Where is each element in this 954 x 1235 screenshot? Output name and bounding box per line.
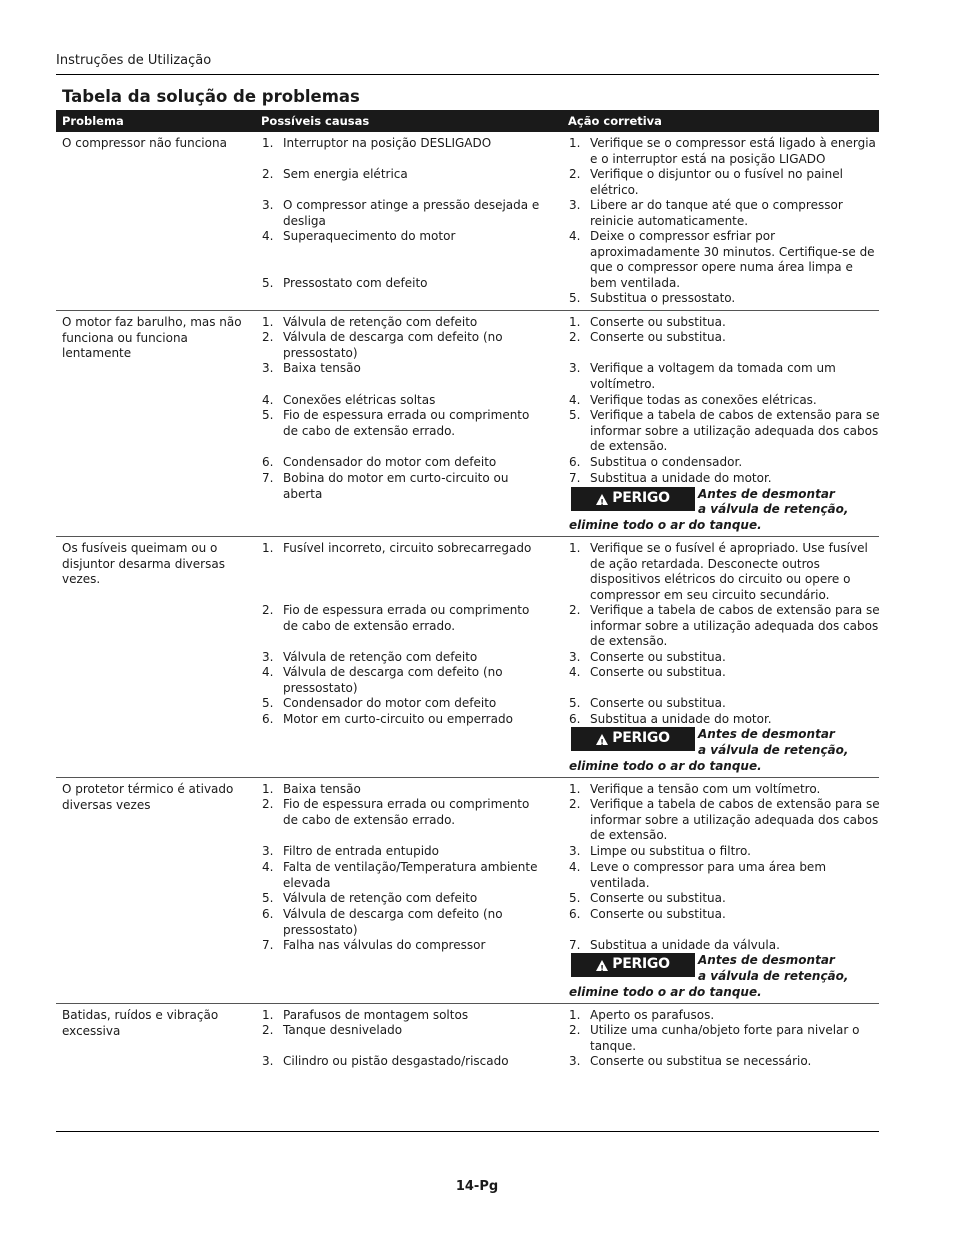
problem-cell: O compressor não funciona bbox=[62, 136, 227, 150]
problem-cell: Batidas, ruídos e vibração excessiva bbox=[62, 1008, 219, 1038]
warning-text: elimine todo o ar do tanque. bbox=[569, 759, 762, 773]
warning-triangle-icon bbox=[596, 734, 608, 745]
column-header-action: Ação corretiva bbox=[568, 114, 662, 128]
warning-text: Antes de desmontar bbox=[698, 953, 835, 967]
warning-text: Antes de desmontar bbox=[698, 727, 835, 741]
troubleshooting-table bbox=[56, 132, 879, 1104]
column-header-causes: Possíveis causas bbox=[261, 114, 370, 128]
warning-text: Antes de desmontar bbox=[698, 487, 835, 501]
warning-text: elimine todo o ar do tanque. bbox=[569, 985, 762, 999]
top-rule bbox=[56, 74, 879, 75]
danger-label: ! PERIGO bbox=[571, 487, 695, 511]
bottom-rule bbox=[56, 1131, 879, 1132]
table-row: Os fusíveis queimam ou o disjuntor desarma diversas vezes. 1. Fusível incorreto, circuito sobrecarregado 2. Fio de espessura errada ou comprimento de cabo de extensão errado. 3. Válvula de retenção com defeito 4. Válvula de descarga com defeito (no pressostato) 5. Condensador do motor com defeito 6. Motor em curto-circuito ou emperrado 1. Verifique se o fusível é apropriado. Use fusível de ação retardada. Desconecte outros dispositivos elétricos do circuito ou opere o compressor em seu circuito secundário. 2. Verifique a tabela de cabos de extensão para se informar sobre a utilização adequada dos cabos de extensão. 3. Conserte ou substitua. 4. Conserte ou substitua. 5. Conserte ou substitua. 6. Substitua a unidade do motor. ! PERIGO Antes de desmontar a válvula de retenção, elimine todo o ar do tanque. bbox=[56, 537, 879, 778]
warning-text: elimine todo o ar do tanque. bbox=[569, 518, 762, 532]
page-number: 14-Pg bbox=[455, 1179, 499, 1194]
warning-triangle-icon bbox=[596, 960, 608, 971]
warning-triangle-icon bbox=[596, 494, 608, 505]
problem-cell: O protetor térmico é ativado diversas vezes bbox=[62, 782, 234, 812]
table-row: O protetor térmico é ativado diversas vezes 1. Baixa tensão 2. Fio de espessura errada ou comprimento de cabo de extensão errado. 3. Filtro de entrada entupido 4. Falta de ventilação/Temperatura ambiente elevada 5. Válvula de retenção com defeito 6. Válvula de descarga com defeito (no pressostato) 7. Falha nas válvulas do compressor 1. Verifique a tensão com um voltímetro. 2. Verifique a tabela de cabos de extensão para se informar sobre a utilização adequada dos cabos de extensão. 3. Limpe ou substitua o filtro. 4. Leve o compressor para uma área bem ventilada. 5. Conserte ou substitua. 6. Conserte ou substitua. 7. Substitua a unidade da válvula. ! PERIGO Antes de desmontar a válvula de retenção, elimine todo o ar do tanque. bbox=[56, 778, 879, 1004]
table-row: O motor faz barulho, mas não funciona ou funciona lentamente 1. Válvula de retenção com defeito 2. Válvula de descarga com defeito (no pressostato) 3. Baixa tensão 4. Conexões elétricas soltas 5. Fio de espessura errada ou comprimento de cabo de extensão errado. 6. Condensador do motor com defeito 7. Bobina do motor em curto-circuito ou aberta 1. Conserte ou substitua. 2. Conserte ou substitua. 3. Verifique a voltagem da tomada com um voltímetro. 4. Verifique todas as conexões elétricas. 5. Verifique a tabela de cabos de extensão para se informar sobre a utilização adequada dos cabos de extensão. 6. Substitua o condensador. 7. Substitua a unidade do motor. ! PERIGO Antes de desmontar a válvula de retenção, elimine todo o ar do tanque. bbox=[56, 311, 879, 537]
warning-text: a válvula de retenção, bbox=[698, 969, 849, 983]
table-row: O compressor não funciona 1. Interruptor na posição DESLIGADO 2. Sem energia elétrica 3. O compressor atinge a pressão desejada e desliga 4. Superaquecimento do motor 5. Pressostato com defeito 1. Verifique se o compressor está ligado à energia e o interruptor está na posição LIGADO 2. Verifique o disjuntor ou o fusível no painel elétrico. 3. Libere ar do tanque até que o compressor reinicie automaticamente. 4. Deixe o compressor esfriar por aproximadamente 30 minutos. Certifique-se de que o compressor opere numa área limpa e bem ventilada. 5. Substitua o pressostato. bbox=[56, 132, 879, 311]
problem-cell: Os fusíveis queimam ou o disjuntor desarma diversas vezes. bbox=[62, 541, 225, 587]
danger-label: ! PERIGO bbox=[571, 953, 695, 977]
warning-text: a válvula de retenção, bbox=[698, 502, 849, 516]
danger-label: ! PERIGO bbox=[571, 727, 695, 751]
column-header-problem: Problema bbox=[62, 114, 124, 128]
page-header-text: Instruções de Utilização bbox=[56, 53, 212, 68]
problem-cell: O motor faz barulho, mas não funciona ou funciona lentamente bbox=[62, 315, 242, 361]
page-title: Tabela da solução de problemas bbox=[62, 87, 360, 106]
table-row: Batidas, ruídos e vibração excessiva 1. Parafusos de montagem soltos 2. Tanque desnivelado 3. Cilindro ou pistão desgastado/riscado 1. Aperto os parafusos. 2. Utilize uma cunha/objeto forte para nivelar o tanque. 3. Conserte ou substitua se necessário. bbox=[62, 1008, 860, 1068]
warning-text: a válvula de retenção, bbox=[698, 743, 849, 757]
table-header bbox=[56, 110, 879, 132]
